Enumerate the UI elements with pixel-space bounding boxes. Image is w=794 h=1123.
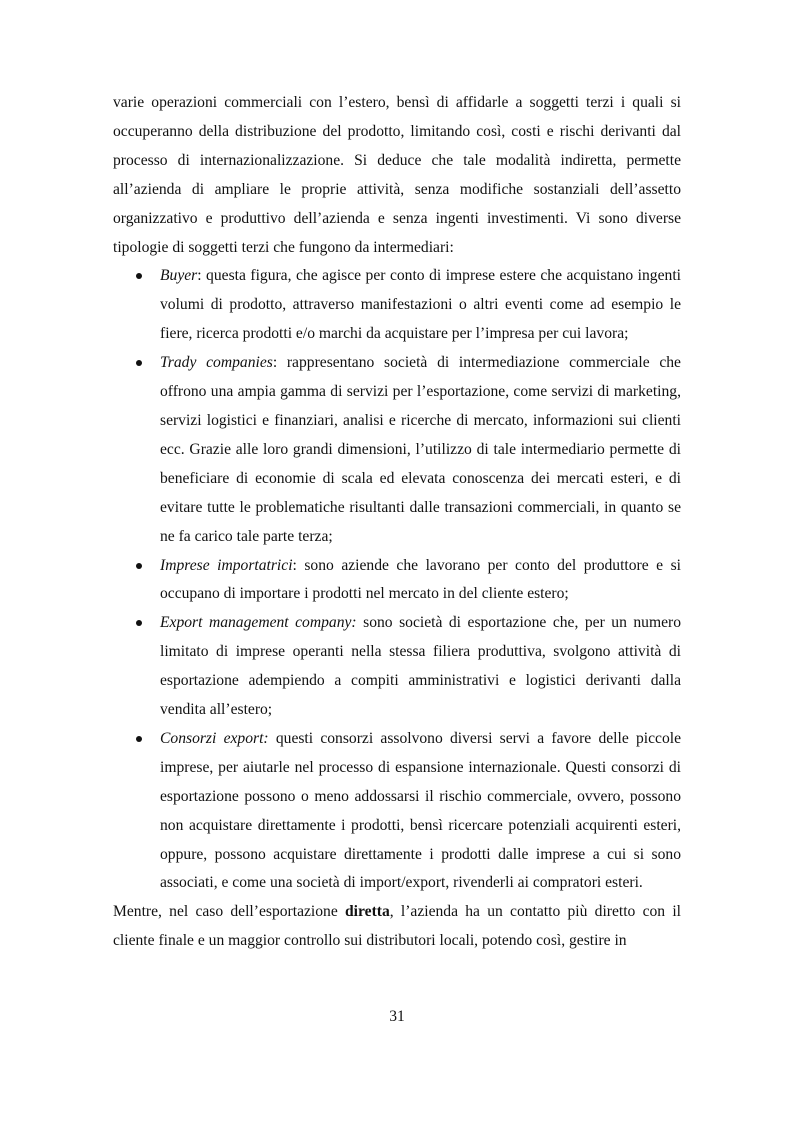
intro-paragraph: varie operazioni commerciali con l’estero, bensì di affidarle a soggetti terzi i quali si occuperanno della distribuzione del prodotto, limitando così, costi e rischi derivanti dal processo di internazionalizzazione. Si deduce che tale modalità indiretta, permette all’azienda di ampliare le proprie attività, senza modifiche sostanziali dell’assetto organizzativo e produttivo dell’azienda e senza ingenti investimenti. Vi sono diverse tipologie di soggetti terzi che fungono da intermediari: — [113, 94, 681, 256]
list-item-text: : sono aziende che lavorano per conto del produttore e si occupano di importare i prodotti nel mercato in del cliente estero; — [160, 556, 681, 603]
bullet-icon — [136, 736, 142, 742]
page-body — [113, 89, 681, 956]
list-item — [113, 609, 681, 725]
bullet-icon — [136, 563, 142, 569]
list-item-term: Trady companies — [160, 354, 273, 372]
page-number: 31 — [389, 1008, 405, 1025]
list-item-text: questi consorzi assolvono diversi servi a favore delle piccole imprese, per aiutarle nel processo di espansione internazionale. Questi consorzi di esportazione possono o meno addossarsi il rischio commerciale, ovvero, possono non acquistare direttamente i prodotti, bensì ricercare potenziali acquirenti esteri, oppure, possono acquistare direttamente i prodotti dalle imprese a cui si sono associati, e come una società di import/export, rivenderli ai compratori esteri. — [160, 729, 682, 892]
closing-paragraph — [113, 898, 681, 956]
list-item — [113, 349, 681, 551]
list-item-text: : questa figura, che agisce per conto di imprese estere che acquistano ingenti volumi di prodotto, attraverso manifestazioni o altri eventi come ad esempio le fiere, ricerca prodotti e/o marchi da acquistare per l’impresa per cui lavora; — [160, 267, 681, 343]
intermediaries-list — [113, 262, 681, 898]
closing-text-start: Mentre, nel caso dell’esportazione — [113, 903, 345, 921]
list-item-term: Export management company: — [160, 614, 357, 632]
list-item — [113, 552, 681, 610]
bullet-icon — [136, 273, 142, 279]
list-item-term: Consorzi export: — [160, 729, 269, 747]
bullet-icon — [136, 360, 142, 366]
list-item — [113, 262, 681, 349]
bullet-icon — [136, 620, 142, 626]
list-item-term: Buyer — [160, 267, 198, 285]
closing-bold-term: diretta — [345, 903, 390, 921]
list-item — [113, 725, 681, 898]
closing-text-end: , l’azienda ha un contatto più diretto con il cliente finale e un maggior controllo sui distributori locali, potendo così, gestire in — [113, 903, 682, 950]
list-item-text: : rappresentano società di intermediazione commerciale che offrono una ampia gamma di servizi per l’esportazione, come servizi di marketing, servizi logistici e finanziari, analisi e ricerche di mercato, informazioni sui clienti ecc. Grazie alle loro grandi dimensioni, l’utilizzo di tale intermediario permette di beneficiare di economie di scala ed elevata conoscenza dei mercati esteri, e di evitare tutte le problematiche risultanti dalle transazioni commerciali, in quanto se ne fa carico tale parte terza; — [160, 354, 681, 545]
list-item-term: Imprese importatrici — [160, 556, 293, 574]
list-item-text: sono società di esportazione che, per un numero limitato di imprese operanti nella stessa filiera produttiva, svolgono attività di esportazione adempiendo a compiti amministrativi e logistici derivanti dalla vendita all’estero; — [160, 614, 682, 719]
